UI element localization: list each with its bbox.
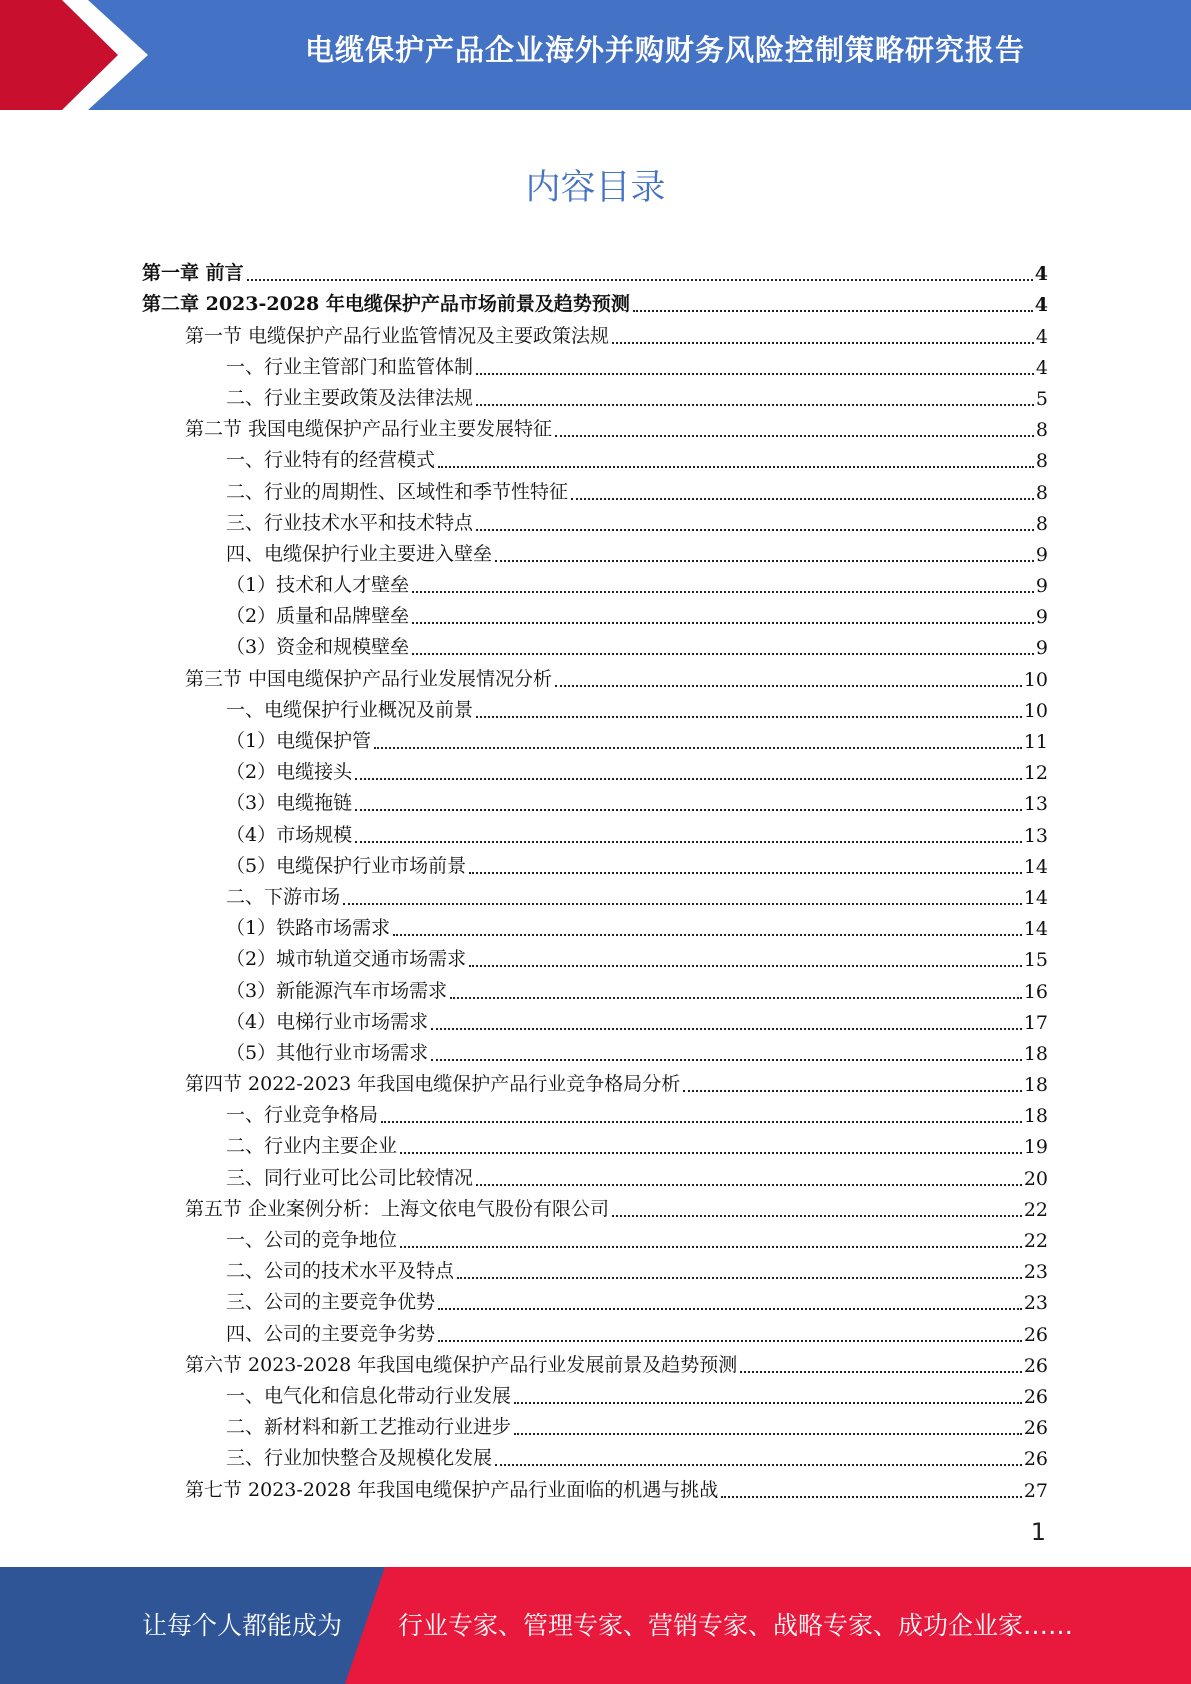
toc-entry-label: 二、行业内主要企业 — [226, 1135, 398, 1158]
toc-entry-label: （3）新能源汽车市场需求 — [226, 979, 448, 1002]
toc-leader-dots — [412, 653, 1034, 655]
toc-entry-page: 9 — [1035, 637, 1048, 660]
toc-entry-page: 22 — [1023, 1198, 1048, 1221]
toc-entry[interactable] — [142, 535, 1048, 566]
toc-entry[interactable] — [142, 1408, 1048, 1439]
toc-entry-page: 26 — [1023, 1354, 1048, 1377]
toc-entry-page: 10 — [1023, 668, 1048, 691]
toc-entry-page: 23 — [1023, 1292, 1048, 1315]
toc-entry-page: 8 — [1035, 512, 1048, 535]
toc-leader-dots — [374, 747, 1022, 749]
toc-leader-dots — [355, 841, 1022, 843]
table-of-contents — [142, 254, 1048, 1502]
toc-leader-dots — [740, 1371, 1022, 1373]
toc-entry-label: 一、行业竞争格局 — [226, 1104, 379, 1127]
toc-entry-page: 8 — [1035, 419, 1048, 442]
toc-leader-dots — [633, 310, 1033, 312]
toc-entry-page: 8 — [1035, 481, 1048, 504]
toc-entry[interactable] — [142, 753, 1048, 784]
toc-entry[interactable] — [142, 628, 1048, 659]
toc-entry-label: （1）铁路市场需求 — [226, 917, 391, 940]
toc-entry[interactable] — [142, 1470, 1048, 1501]
toc-leader-dots — [476, 404, 1034, 406]
header-band — [0, 0, 1191, 110]
toc-entry-label: （2）城市轨道交通市场需求 — [226, 948, 467, 971]
toc-entry[interactable] — [142, 847, 1048, 878]
toc-entry-page: 10 — [1023, 699, 1048, 722]
toc-entry[interactable] — [142, 504, 1048, 535]
toc-entry-page: 4 — [1035, 356, 1048, 379]
toc-entry-label: （1）电缆保护管 — [226, 730, 372, 752]
toc-entry-label: 三、行业加快整合及规模化发展 — [226, 1447, 493, 1470]
toc-entry[interactable] — [142, 472, 1048, 503]
toc-entry-page: 18 — [1023, 1105, 1048, 1128]
toc-entry[interactable] — [142, 784, 1048, 815]
toc-leader-dots — [438, 466, 1034, 468]
toc-entry[interactable] — [142, 1252, 1048, 1283]
toc-entry-page: 18 — [1023, 1074, 1048, 1097]
toc-entry-label: 三、行业技术水平和技术特点 — [226, 511, 474, 534]
toc-entry-label: 第六节 2023-2028 年我国电缆保护产品行业发展前景及趋势预测 — [185, 1353, 738, 1376]
toc-entry-label: 四、公司的主要竞争劣势 — [226, 1322, 436, 1345]
toc-entry[interactable] — [142, 566, 1048, 597]
footer-band — [0, 1567, 1191, 1684]
toc-entry-label: 第一节 电缆保护产品行业监管情况及主要政策法规 — [185, 324, 610, 347]
toc-leader-dots — [469, 965, 1022, 967]
toc-entry[interactable] — [142, 1127, 1048, 1158]
toc-entry-label: （3）资金和规模壁垒 — [226, 636, 410, 659]
toc-leader-dots — [612, 342, 1034, 344]
toc-leader-dots — [495, 1464, 1022, 1466]
toc-entry-label: 第一章 前言 — [142, 262, 244, 285]
toc-leader-dots — [381, 1121, 1022, 1123]
toc-leader-dots — [476, 373, 1034, 375]
toc-entry[interactable] — [142, 1439, 1048, 1470]
toc-leader-dots — [431, 1059, 1022, 1061]
toc-leader-dots — [721, 1496, 1022, 1498]
toc-entry[interactable] — [142, 285, 1048, 316]
toc-entry-label: （5）电缆保护行业市场前景 — [226, 854, 467, 877]
toc-entry-label: 第二章 2023-2028 年电缆保护产品市场前景及趋势预测 — [142, 293, 630, 316]
toc-entry-label: （2）质量和品牌壁垒 — [226, 605, 410, 628]
toc-entry[interactable] — [142, 254, 1048, 285]
toc-entry[interactable] — [142, 940, 1048, 971]
toc-leader-dots — [476, 529, 1034, 531]
toc-entry-label: 二、公司的技术水平及特点 — [226, 1260, 455, 1283]
toc-entry-page: 19 — [1023, 1136, 1048, 1159]
toc-entry-page: 9 — [1035, 606, 1048, 629]
toc-leader-dots — [514, 1402, 1022, 1404]
toc-entry[interactable] — [142, 1221, 1048, 1252]
toc-leader-dots — [476, 716, 1022, 718]
toc-entry-page: 16 — [1023, 980, 1048, 1003]
toc-entry[interactable] — [142, 1065, 1048, 1096]
toc-entry-label: 二、行业主要政策及法律法规 — [226, 386, 474, 409]
toc-entry-page: 26 — [1023, 1323, 1048, 1346]
toc-entry-page: 4 — [1034, 263, 1048, 286]
toc-entry-page: 11 — [1023, 731, 1048, 753]
toc-entry[interactable] — [142, 909, 1048, 940]
toc-leader-dots — [400, 1246, 1022, 1248]
toc-leader-dots — [555, 435, 1034, 437]
toc-entry[interactable] — [142, 1096, 1048, 1127]
toc-entry-page: 12 — [1023, 762, 1048, 785]
toc-entry-page: 14 — [1023, 886, 1048, 909]
toc-leader-dots — [555, 685, 1022, 687]
toc-leader-dots — [476, 1184, 1022, 1186]
toc-entry[interactable] — [142, 1003, 1048, 1034]
toc-entry[interactable] — [142, 597, 1048, 628]
toc-entry[interactable] — [142, 1283, 1048, 1314]
toc-entry-label: （5）其他行业市场需求 — [226, 1041, 429, 1064]
toc-entry-label: （1）技术和人才壁垒 — [226, 574, 410, 597]
toc-entry-page: 22 — [1023, 1230, 1048, 1252]
toc-entry-page: 18 — [1023, 1042, 1048, 1065]
toc-leader-dots — [438, 1340, 1022, 1342]
toc-leader-dots — [457, 1277, 1022, 1279]
toc-entry[interactable] — [142, 379, 1048, 410]
toc-entry[interactable] — [142, 1158, 1048, 1189]
toc-entry-page: 15 — [1023, 949, 1048, 972]
toc-leader-dots — [683, 1090, 1022, 1092]
toc-leader-dots — [412, 622, 1034, 624]
toc-entry-page: 13 — [1023, 793, 1048, 816]
toc-leader-dots — [612, 1215, 1022, 1217]
toc-leader-dots — [400, 1152, 1022, 1154]
toc-entry-label: 一、电缆保护行业概况及前景 — [226, 698, 474, 721]
toc-entry[interactable] — [142, 1190, 1048, 1221]
toc-entry-page: 17 — [1023, 1011, 1048, 1034]
toc-entry-page: 27 — [1023, 1479, 1048, 1502]
page-number: 1 — [1030, 1518, 1046, 1546]
toc-entry[interactable] — [142, 1034, 1048, 1065]
toc-entry-label: （4）市场规模 — [226, 823, 353, 846]
toc-leader-dots — [343, 903, 1022, 905]
toc-entry-label: 一、行业特有的经营模式 — [226, 449, 436, 472]
toc-entry-label: （3）电缆拖链 — [226, 792, 353, 815]
toc-entry-page: 20 — [1023, 1167, 1048, 1190]
toc-entry-label: 二、新材料和新工艺推动行业进步 — [226, 1416, 512, 1439]
toc-entry[interactable] — [142, 441, 1048, 472]
toc-entry-page: 4 — [1034, 294, 1048, 317]
toc-entry-page: 8 — [1035, 450, 1048, 473]
toc-entry-page: 26 — [1023, 1417, 1048, 1440]
toc-leader-dots — [355, 778, 1022, 780]
toc-entry[interactable] — [142, 1314, 1048, 1345]
toc-entry-label: 第三节 中国电缆保护产品行业发展情况分析 — [185, 667, 553, 690]
footer-slogan-left: 让每个人都能成为 — [142, 1611, 343, 1640]
toc-entry-page: 9 — [1035, 543, 1048, 566]
toc-entry[interactable] — [142, 348, 1048, 379]
toc-entry-page: 26 — [1023, 1385, 1048, 1408]
toc-entry-label: 三、公司的主要竞争优势 — [226, 1291, 436, 1314]
toc-entry-label: 三、同行业可比公司比较情况 — [226, 1166, 474, 1189]
toc-entry[interactable] — [142, 316, 1048, 347]
toc-entry-page: 5 — [1035, 387, 1048, 410]
toc-entry[interactable] — [142, 815, 1048, 846]
toc-leader-dots — [495, 560, 1034, 562]
toc-entry-label: 第四节 2022-2023 年我国电缆保护产品行业竞争格局分析 — [185, 1073, 681, 1096]
toc-entry-page: 14 — [1023, 918, 1048, 941]
toc-entry-page: 23 — [1023, 1261, 1048, 1284]
toc-entry[interactable] — [142, 971, 1048, 1002]
toc-entry-label: 第五节 企业案例分析：上海文依电气股份有限公司 — [185, 1197, 610, 1220]
toc-leader-dots — [571, 498, 1034, 500]
toc-entry-label: 第七节 2023-2028 年我国电缆保护产品行业面临的机遇与挑战 — [185, 1478, 719, 1501]
toc-entry-label: 一、公司的竞争地位 — [226, 1229, 398, 1251]
toc-entry-label: （2）电缆接头 — [226, 761, 353, 784]
toc-leader-dots — [438, 1308, 1022, 1310]
toc-leader-dots — [247, 279, 1033, 281]
toc-entry[interactable] — [142, 878, 1048, 909]
toc-entry-page: 13 — [1023, 824, 1048, 847]
toc-entry[interactable] — [142, 410, 1048, 441]
toc-entry-label: 第二节 我国电缆保护产品行业主要发展特征 — [185, 418, 553, 441]
toc-entry[interactable] — [142, 659, 1048, 690]
toc-entry-page: 9 — [1035, 575, 1048, 598]
toc-entry-label: 一、行业主管部门和监管体制 — [226, 355, 474, 378]
toc-entry-page: 26 — [1023, 1448, 1048, 1471]
toc-heading: 内容目录 — [525, 168, 666, 208]
toc-entry-label: （4）电梯行业市场需求 — [226, 1010, 429, 1033]
toc-entry-page: 4 — [1035, 325, 1048, 348]
toc-leader-dots — [355, 809, 1022, 811]
toc-entry-label: 一、电气化和信息化带动行业发展 — [226, 1384, 512, 1407]
toc-leader-dots — [514, 1433, 1022, 1435]
toc-entry-page: 14 — [1023, 855, 1048, 878]
toc-entry-label: 二、下游市场 — [226, 885, 341, 908]
toc-leader-dots — [393, 934, 1022, 936]
toc-leader-dots — [412, 591, 1034, 593]
toc-entry[interactable] — [142, 722, 1048, 753]
footer-slogan-right: 行业专家、管理专家、营销专家、战略专家、成功企业家…… — [398, 1611, 1074, 1640]
toc-leader-dots — [469, 872, 1022, 874]
toc-entry[interactable] — [142, 1377, 1048, 1408]
toc-leader-dots — [431, 1028, 1022, 1030]
toc-entry-label: 四、电缆保护行业主要进入壁垒 — [226, 542, 493, 565]
report-title: 电缆保护产品企业海外并购财务风险控制策略研究报告 — [304, 33, 1025, 67]
toc-entry-label: 二、行业的周期性、区域性和季节性特征 — [226, 480, 569, 503]
toc-leader-dots — [450, 997, 1022, 999]
toc-entry[interactable] — [142, 691, 1048, 722]
toc-entry[interactable] — [142, 1346, 1048, 1377]
